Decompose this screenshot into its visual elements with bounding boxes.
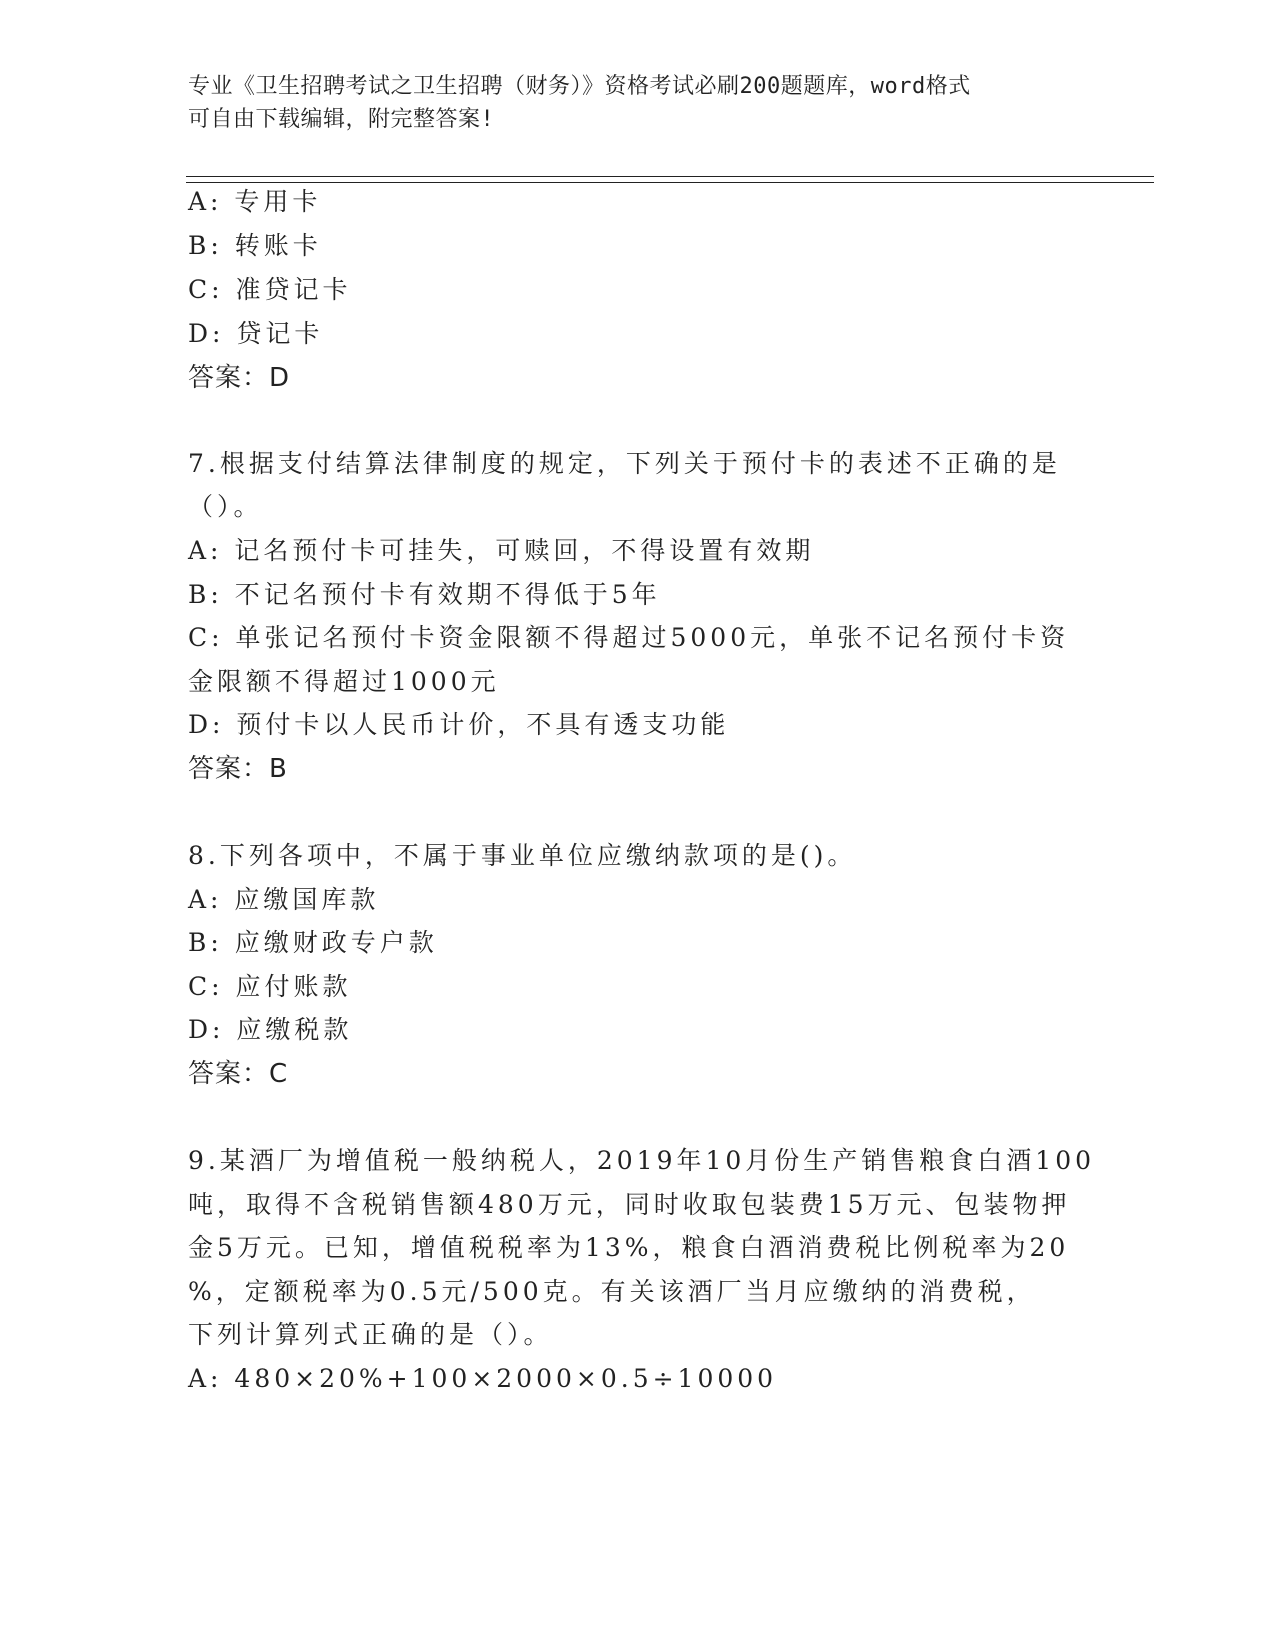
q9-stem-line2: 吨，取得不含税销售额480万元，同时收取包装费15万元、包装物押 xyxy=(188,1190,1071,1219)
q9-stem-line5: 下列计算列式正确的是（）。 xyxy=(188,1320,553,1349)
q6-option-a: A: 专用卡 xyxy=(188,187,322,216)
q7-stem-line1: 7.根据支付结算法律制度的规定，下列关于预付卡的表述不正确的是 xyxy=(188,449,1061,478)
q7-option-c-line2: 金限额不得超过1000元 xyxy=(188,667,500,696)
q7-option-c-line1: C: 单张记名预付卡资金限额不得超过5000元，单张不记名预付卡资 xyxy=(188,623,1070,652)
q9-stem-line3: 金5万元。已知，增值税税率为13%，粮食白酒消费税比例税率为20 xyxy=(188,1233,1070,1262)
q6-option-d: D: 贷记卡 xyxy=(188,319,324,348)
q7-stem-line2: （）。 xyxy=(188,492,263,521)
header-divider xyxy=(186,176,1154,183)
q9-option-a: A: 480×20%+100×2000×0.5÷10000 xyxy=(188,1364,778,1393)
document-header xyxy=(188,70,1088,136)
q8-option-d: D: 应缴税款 xyxy=(188,1015,353,1044)
header-title-line2: 可自由下载编辑，附完整答案! xyxy=(188,107,495,132)
q8-option-a: A: 应缴国库款 xyxy=(188,885,380,914)
q6-answer: 答案：D xyxy=(188,363,291,393)
q7-option-d: D: 预付卡以人民币计价，不具有透支功能 xyxy=(188,710,730,739)
q6-option-c: C: 准贷记卡 xyxy=(188,275,352,304)
q8-stem: 8.下列各项中，不属于事业单位应缴纳款项的是()。 xyxy=(188,841,857,870)
q8-answer: 答案：C xyxy=(188,1059,289,1089)
q6-option-b: B: 转账卡 xyxy=(188,231,322,260)
q7-option-a: A: 记名预付卡可挂失，可赎回，不得设置有效期 xyxy=(188,536,815,565)
q8-option-c: C: 应付账款 xyxy=(188,972,352,1001)
q8-option-b: B: 应缴财政专户款 xyxy=(188,928,438,957)
q7-answer: 答案：B xyxy=(188,754,288,784)
q9-stem-line1: 9.某酒厂为增值税一般纳税人，2019年10月份生产销售粮食白酒100 xyxy=(188,1146,1096,1175)
header-title-line1: 专业《卫生招聘考试之卫生招聘（财务）》资格考试必刷200题题库，word格式 xyxy=(188,74,971,99)
q7-option-b: B: 不记名预付卡有效期不得低于5年 xyxy=(188,580,661,609)
q9-stem-line4: %，定额税率为0.5元/500克。有关该酒厂当月应缴纳的消费税， xyxy=(188,1277,1036,1306)
